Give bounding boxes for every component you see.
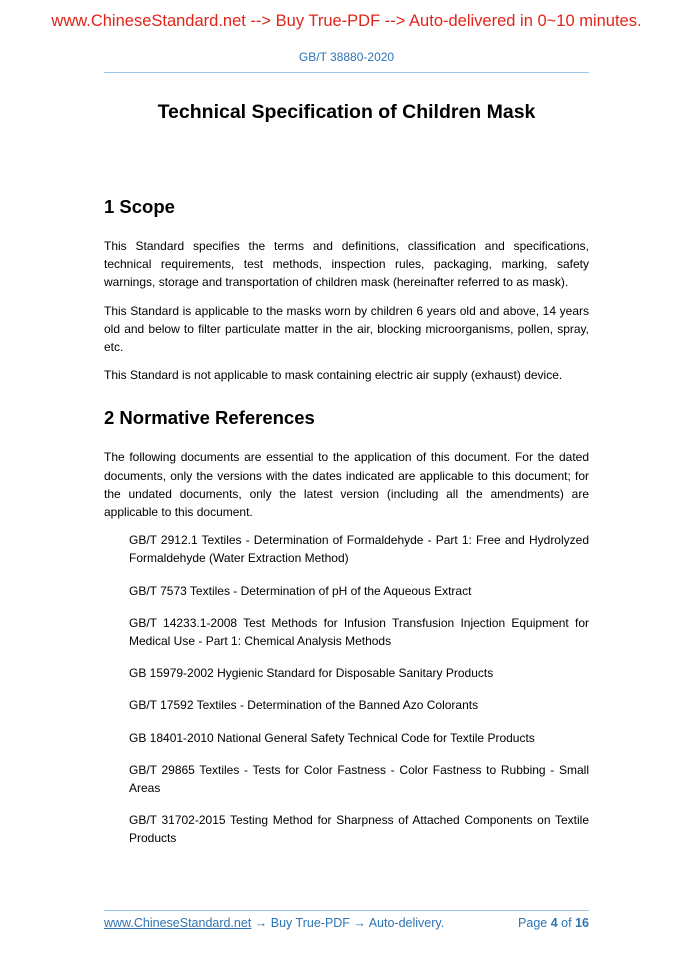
document-body: [104, 195, 589, 862]
reference-list: [104, 531, 589, 847]
site-link[interactable]: www.ChineseStandard.net: [104, 916, 252, 930]
reference-item: GB/T 17592 Textiles - Determination of the Banned Azo Colorants: [129, 698, 479, 713]
reference-item: GB/T 2912.1 Textiles - Determination of Formaldehyde - Part 1: Free and Hydrolyzed Formaldehyde (Water Extraction Method): [129, 533, 589, 566]
references-intro: The following documents are essential to the application of this document. For the dated documents, only the versions with the dates indicated are applicable to this document; for the undated documents, only the latest version (including all the amendments) are applicable to this document.: [104, 450, 589, 520]
scope-paragraph: This Standard specifies the terms and definitions, classification and specifications, technical requirements, test methods, inspection rules, packaging, marking, safety warnings, storage and transportation of children mask (hereinafter referred to as mask).: [104, 239, 589, 290]
promo-banner[interactable]: www.ChineseStandard.net --> Buy True-PDF --> Auto-delivered in 0~10 minutes.: [51, 12, 642, 30]
buy-text: → Buy True-PDF → Auto-delivery.: [251, 916, 445, 930]
scope-paragraph: This Standard is applicable to the masks worn by children 6 years old and above, 14 years old and below to filter particulate matter in the air, blocking microorganisms, pollen, spray, etc.: [104, 303, 589, 355]
page-footer: [104, 916, 589, 930]
page-of: of: [561, 916, 572, 930]
standard-code: GB/T 38880-2020: [298, 50, 395, 64]
reference-item: GB/T 14233.1-2008 Test Methods for Infusion Transfusion Injection Equipment for Medical Use - Part 1: Chemical Analysis Methods: [129, 615, 589, 649]
header-divider: [104, 72, 589, 73]
document-title: Technical Specification of Children Mask: [157, 101, 536, 123]
footer-promo: [104, 916, 444, 930]
page-number: [518, 916, 589, 930]
footer-divider: [104, 910, 589, 911]
section-2-heading: 2 Normative References: [104, 407, 315, 429]
reference-item: GB 15979-2002 Hygienic Standard for Disposable Sanitary Products: [129, 666, 494, 681]
reference-item: GB 18401-2010 National General Safety Technical Code for Textile Products: [129, 730, 535, 745]
page-total: 16: [575, 916, 589, 930]
reference-item: GB/T 31702-2015 Testing Method for Sharpness of Attached Components on Textile Products: [129, 813, 589, 846]
section-1-heading: 1 Scope: [104, 196, 175, 217]
scope-paragraph: This Standard is not applicable to mask containing electric air supply (exhaust) device.: [104, 368, 563, 383]
reference-item: GB/T 7573 Textiles - Determination of pH of the Aqueous Extract: [129, 583, 472, 598]
page-label: Page: [518, 916, 548, 930]
page-current: 4: [550, 916, 558, 930]
reference-item: GB/T 29865 Textiles - Tests for Color Fastness - Color Fastness to Rubbing - Small Areas: [129, 762, 589, 796]
